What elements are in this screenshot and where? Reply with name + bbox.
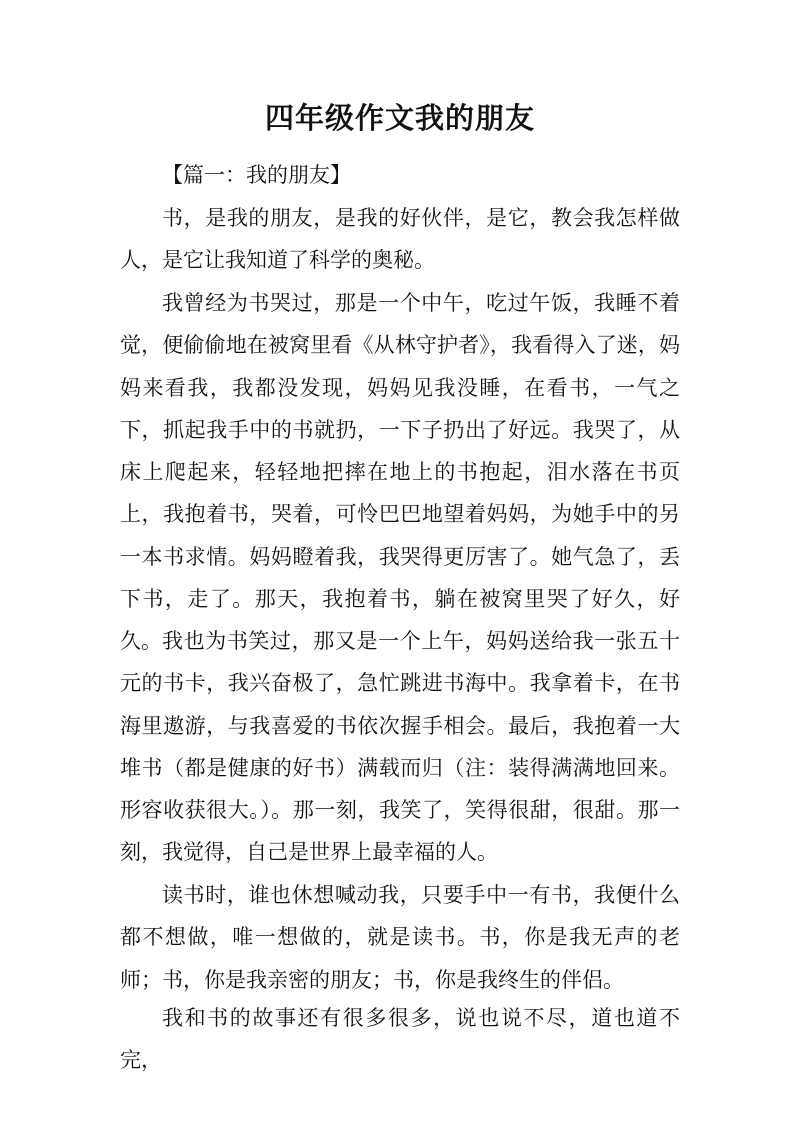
paragraph: 我和书的故事还有很多很多，说也说不尽，道也道不完，	[120, 1006, 680, 1073]
paragraph: 我曾经为书哭过，那是一个中午，吃过午饭，我睡不着觉，便偷偷地在被窝里看《从林守护者》，我看得入了迷，妈妈来看我，我都没发现，妈妈见我没睡，在看书，一气之下，抓起我手中的书就扔，一下子扔出了好远。我哭了，从床上爬起来，轻轻地把摔在地上的书抱起，泪水落在书页上，我抱着书，哭着，可怜巴巴地望着妈妈，为她手中的另一本书求情。妈妈瞪着我，我哭得更厉害了。她气急了，丢下书，走了。那天，我抱着书，躺在被窝里哭了好久，好久。	[120, 291, 680, 654]
paragraph: 书，是我的朋友，是我的好伙伴，是它，教会我怎样做人，是它让我知道了科学的奥秘。	[120, 206, 680, 273]
paragraph: 读书时，谁也休想喊动我，只要手中一有书，我便什么都不想做，唯一想做的，就是读书。书，你是我无声的老师；书，你是我亲密的朋友；书，你是我终生的伴侣。	[120, 883, 680, 992]
section-heading: 【篇一：我的朋友】	[162, 163, 351, 187]
document-title: 四年级作文我的朋友	[264, 101, 535, 135]
paragraph: 我也为书笑过，那又是一个上午，妈妈送给我一张五十元的书卡，我兴奋极了，急忙跳进书海中。我拿着卡，在书海里遨游，与我喜爱的书依次握手相会。最后，我抱着一大堆书（都是健康的好书）满载而归（注：装得满满地回来。形容收获很大。）。那一刻，我笑了，笑得很甜，很甜。那一刻，我觉得，自己是世界上最幸福的人。	[120, 629, 680, 865]
